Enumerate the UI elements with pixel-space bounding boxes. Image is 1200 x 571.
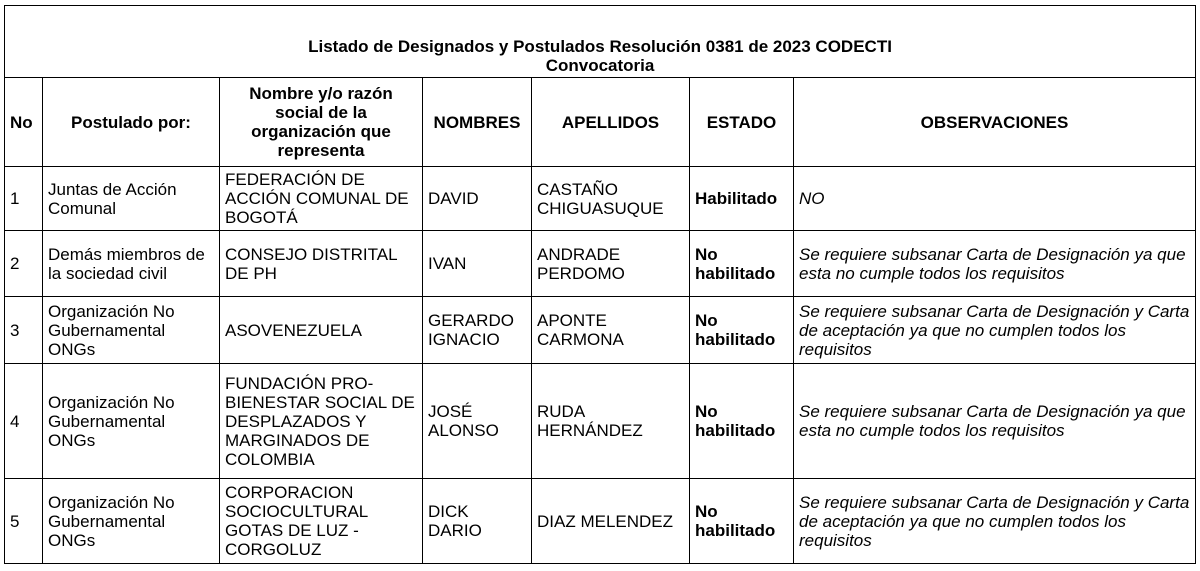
header-organizacion: Nombre y/o razón social de la organización que representa (220, 78, 423, 167)
designados-table (4, 5, 1196, 564)
table-row (5, 167, 1196, 231)
cell-apellidos: DIAZ MELENDEZ (532, 479, 690, 564)
table-title (5, 6, 1196, 78)
cell-estado: No habilitado (690, 479, 794, 564)
cell-estado: Habilitado (690, 167, 794, 231)
cell-no: 3 (5, 297, 43, 364)
header-observaciones: OBSERVACIONES (794, 78, 1196, 167)
title-line-2: Convocatoria (545, 56, 655, 75)
cell-no: 5 (5, 479, 43, 564)
cell-organizacion: FEDERACIÓN DE ACCIÓN COMUNAL DE BOGOTÁ (220, 167, 423, 231)
table-row (5, 297, 1196, 364)
cell-nombres: DAVID (423, 167, 532, 231)
cell-apellidos: APONTE CARMONA (532, 297, 690, 364)
cell-nombres: GERARDO IGNACIO (423, 297, 532, 364)
cell-postulado: Juntas de Acción Comunal (43, 167, 220, 231)
table-row (5, 479, 1196, 564)
cell-postulado: Organización No Gubernamental ONGs (43, 479, 220, 564)
header-no: No (5, 78, 43, 167)
header-estado: ESTADO (690, 78, 794, 167)
cell-no: 2 (5, 231, 43, 297)
cell-no: 1 (5, 167, 43, 231)
cell-estado: No habilitado (690, 364, 794, 479)
header-nombres: NOMBRES (423, 78, 532, 167)
cell-observaciones: Se requiere subsanar Carta de Designación ya que esta no cumple todos los requisitos (794, 364, 1196, 479)
cell-apellidos: RUDA HERNÁNDEZ (532, 364, 690, 479)
title-line-1: Listado de Designados y Postulados Resolución 0381 de 2023 CODECTI (308, 37, 892, 56)
cell-estado: No habilitado (690, 297, 794, 364)
cell-nombres: DICK DARIO (423, 479, 532, 564)
cell-observaciones: NO (794, 167, 1196, 231)
cell-observaciones: Se requiere subsanar Carta de Designación y Carta de aceptación ya que no cumplen todos los requisitos (794, 479, 1196, 564)
cell-observaciones: Se requiere subsanar Carta de Designación y Carta de aceptación ya que no cumplen todos los requisitos (794, 297, 1196, 364)
cell-postulado: Organización No Gubernamental ONGs (43, 364, 220, 479)
cell-estado: No habilitado (690, 231, 794, 297)
cell-postulado: Demás miembros de la sociedad civil (43, 231, 220, 297)
cell-apellidos: CASTAÑO CHIGUASUQUE (532, 167, 690, 231)
cell-organizacion: ASOVENEZUELA (220, 297, 423, 364)
cell-apellidos: ANDRADE PERDOMO (532, 231, 690, 297)
title-row (5, 6, 1196, 78)
header-postulado: Postulado por: (43, 78, 220, 167)
cell-organizacion: FUNDACIÓN PRO-BIENESTAR SOCIAL DE DESPLAZADOS Y MARGINADOS DE COLOMBIA (220, 364, 423, 479)
table-row (5, 231, 1196, 297)
cell-nombres: IVAN (423, 231, 532, 297)
header-row (5, 78, 1196, 167)
cell-nombres: JOSÉ ALONSO (423, 364, 532, 479)
cell-postulado: Organización No Gubernamental ONGs (43, 297, 220, 364)
cell-observaciones: Se requiere subsanar Carta de Designación ya que esta no cumple todos los requisitos (794, 231, 1196, 297)
table-row (5, 364, 1196, 479)
cell-no: 4 (5, 364, 43, 479)
cell-organizacion: CORPORACION SOCIOCULTURAL GOTAS DE LUZ - CORGOLUZ (220, 479, 423, 564)
header-apellidos: APELLIDOS (532, 78, 690, 167)
cell-organizacion: CONSEJO DISTRITAL DE PH (220, 231, 423, 297)
